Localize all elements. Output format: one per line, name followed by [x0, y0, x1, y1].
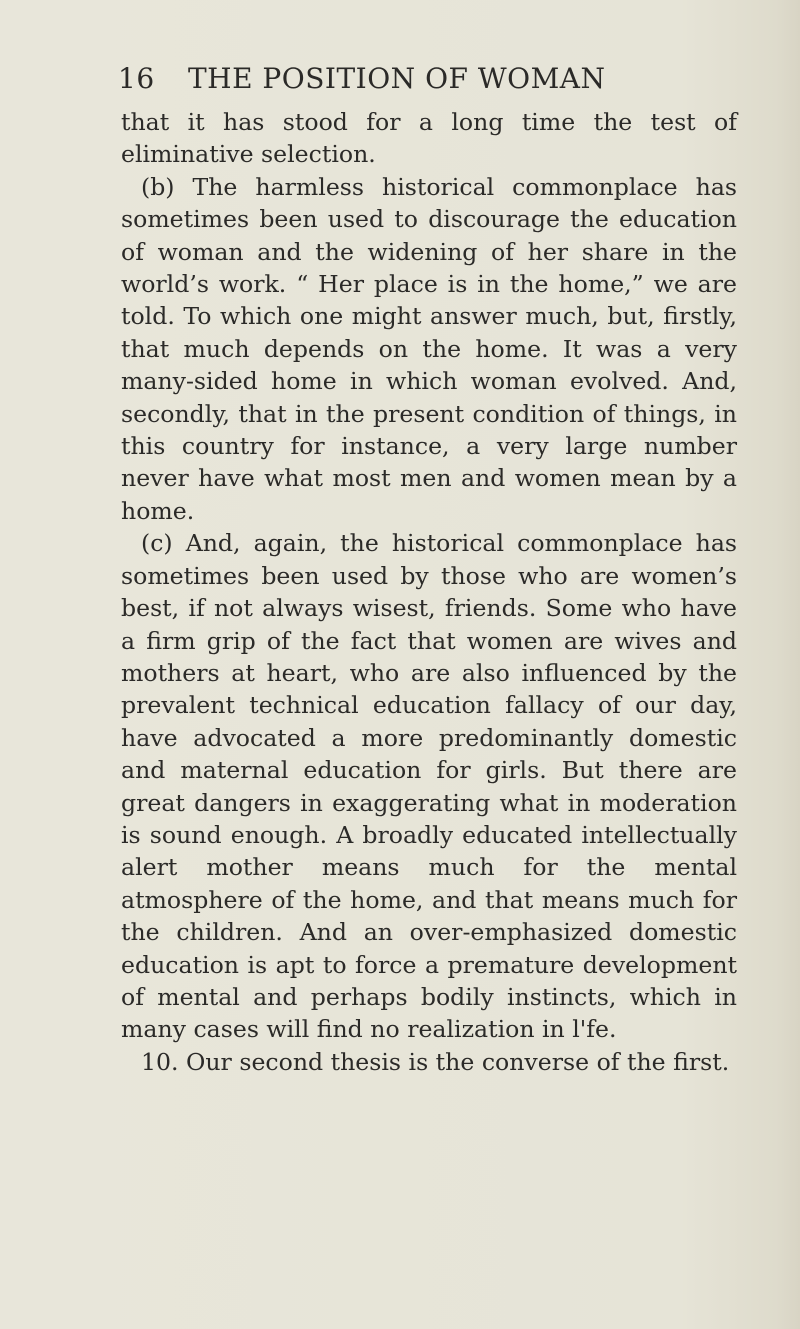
running-title: THE POSITION OF WOMAN [188, 62, 606, 95]
body-text [121, 106, 737, 1078]
page-header [118, 62, 738, 95]
page-number: 16 [118, 62, 155, 95]
paragraph-10: 10. Our second thesis is the converse of the first. [141, 1047, 730, 1076]
paragraph-continuation: that it has stood for a long time the test of eliminative selection. [121, 108, 737, 169]
paragraph-b: (b) The harmless historical commonplace has sometimes been used to discourage the education of woman and the widening of her share in the world’s work. “ Her place is in the home,” we are told. To which one might answer much, but, firstly, that much depends on the home. It was a very many-sided home in which woman evolved. And, secondly, that in the present condition of things, in this country for instance, a very large number never have what most men and women mean by a home. [121, 172, 737, 525]
paragraph-c: (c) And, again, the historical commonplace has sometimes been used by those who are women’s best, if not always wisest, friends. Some who have a firm grip of the fact that women are wives and mothers at heart, who are also influenced by the prevalent technical education fallacy of our day, have advocated a more predominantly domestic and maternal education for girls. But there are great dangers in exaggerating what in moderation is sound enough. A broadly educated intellectually alert mother means much for the mental atmosphere of the home, and that means much for the children. And an over-emphasized domestic education is apt to force a premature development of mental and perhaps bodily instincts, which in many cases will find no realization in l'fe. [121, 529, 737, 1044]
